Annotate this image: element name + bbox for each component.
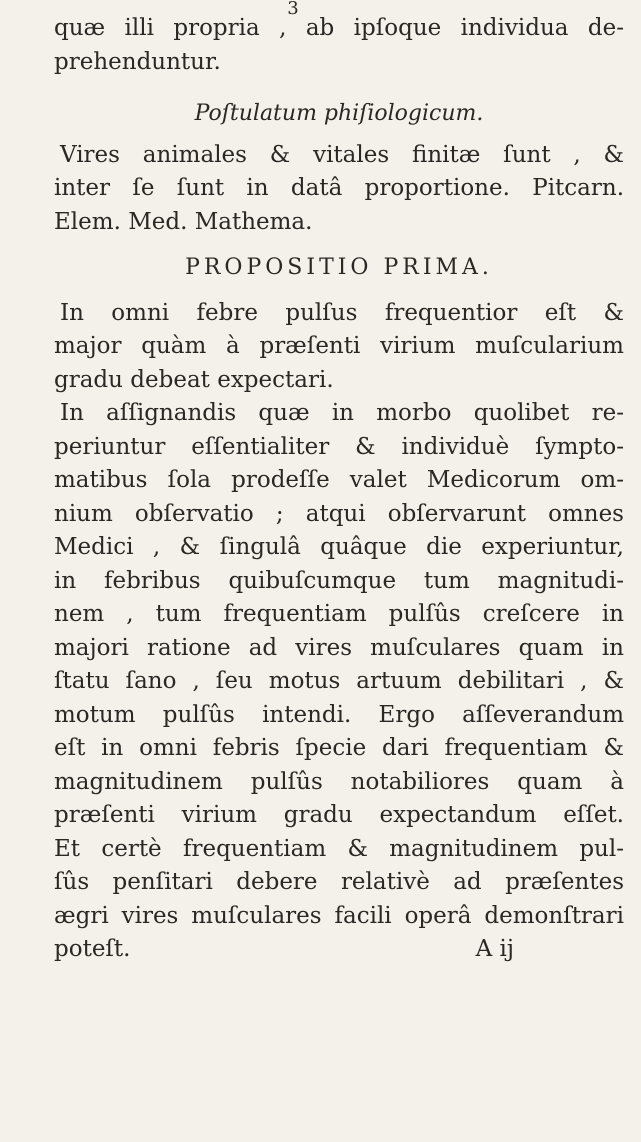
catchword: A ij: [475, 936, 514, 962]
final-word: poteſt.: [54, 936, 131, 962]
text-line: magnitudinem pulſûs notabiliores quam à: [54, 768, 624, 795]
text-line: prehenduntur.: [54, 48, 221, 75]
text-line: gradu debeat expectari.: [54, 366, 334, 393]
signature-mark: 3: [287, 0, 299, 19]
final-line: [54, 933, 624, 967]
text-line: præſenti virium gradu expectandum eſſet.: [54, 802, 624, 828]
text-line: majori ratione ad vires muſculares quam in: [54, 634, 624, 661]
text-line: In aſſignandis quæ in morbo quolibet re-: [60, 400, 624, 426]
text-line: Et certè frequentiam & magnitudinem pul-: [54, 835, 624, 862]
text-line: ſtatu ſano , ſeu motus artuum debilitari , &: [54, 668, 624, 694]
postulate-heading: Poſtulatum phiſiologicum.: [194, 101, 484, 126]
text-line: periuntur eſſentialiter & individuè ſympto-: [54, 433, 624, 460]
text-line: motum pulſûs intendi. Ergo aſſeverandum: [54, 701, 624, 728]
text-line: quæ illi propria , ab ipſoque individua de-: [54, 15, 624, 41]
text-line: ſûs penſitari debere relativè ad præſentes: [54, 869, 624, 895]
text-line: Elem. Med. Mathema.: [54, 208, 313, 235]
text-line: in febribus quibuſcumque tum magnitudi-: [54, 567, 624, 594]
text-line: Medici , & ſingulâ quâque die experiuntur,: [54, 534, 624, 560]
text-line: Vires animales & vitales finitæ ſunt , &: [60, 141, 624, 168]
text-line: matibus ſola prodeſſe valet Medicorum om-: [54, 467, 624, 493]
text-line: eſt in omni febris ſpecie dari frequentiam &: [54, 735, 624, 761]
text-line: nium obſervatio ; atqui obſervarunt omnes: [54, 500, 624, 527]
text-line: inter ſe ſunt in datâ proportione. Pitcarn.: [54, 175, 624, 201]
page-text: [54, 12, 624, 967]
text-line: In omni febre pulſus frequentior eſt &: [60, 299, 624, 326]
text-line: ægri vires muſculares facili operâ demonſtrari: [54, 902, 624, 929]
proposition-heading: PROPOSITIO PRIMA.: [185, 255, 493, 280]
text-line: nem , tum frequentiam pulſûs creſcere in: [54, 601, 624, 627]
text-line: major quàm à præſenti virium muſcularium: [54, 333, 624, 359]
